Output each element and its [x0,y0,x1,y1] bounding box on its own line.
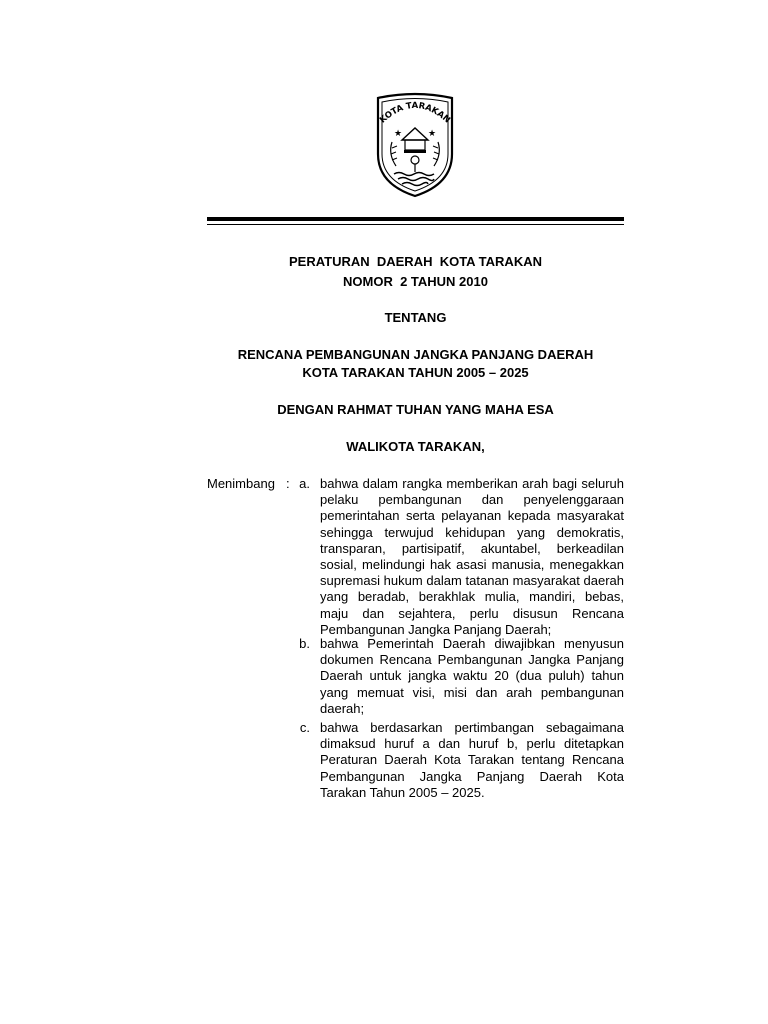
item-letter-c: c. [299,720,310,735]
header-rule-thick [207,217,624,221]
header-rule-thin [207,224,624,225]
subject-title-line1: RENCANA PEMBANGUNAN JANGKA PANJANG DAERAH [237,347,594,362]
kota-tarakan-emblem-icon [372,92,458,200]
regulation-number: NOMOR 2 TAHUN 2010 [343,274,488,289]
tentang-heading: TENTANG [384,310,447,325]
walikota-line: WALIKOTA TARAKAN, [346,439,485,454]
menimbang-label: Menimbang [207,476,275,491]
consideration-item-b: bahwa Pemerintah Daerah diwajibkan menyusun dokumen Rencana Pembangunan Jangka Panjang Daerah untuk jangka waktu 20 (dua puluh) tahun yang memuat visi, misi dan arah pembangunan daerah; [320,636,624,716]
subject-title-line2: KOTA TARAKAN TAHUN 2005 – 2025 [302,365,529,380]
item-letter-b: b. [299,636,310,651]
invocation-line: DENGAN RAHMAT TUHAN YANG MAHA ESA [277,402,554,417]
consideration-item-a: bahwa dalam rangka memberikan arah bagi seluruh pelaku pembangunan dan penyelenggaraan pemerintahan serta pelayanan kepada masyarakat sehingga terwujud kehidupan yang demokratis, transparan, partisipatif, akuntabel, berkeadilan sosial, melindungi hak asasi manusia, menegakkan supremasi hukum dalam tatanan masyarakat daerah yang beradab, berakhlak mulia, mandiri, bebas, maju dan sejahtera, perlu disusun Rencana Pembangunan Jangka Panjang Daerah; [320,476,624,637]
item-letter-a: a. [299,476,310,491]
menimbang-colon: : [286,476,290,491]
consideration-item-c: bahwa berdasarkan pertimbangan sebagaimana dimaksud huruf a dan huruf b, perlu ditetapkan Peraturan Daerah Kota Tarakan tentang Rencana Pembangunan Jangka Panjang Daerah Kota Tarakan Tahun 2005 – 2025. [320,720,624,800]
svg-text:KOTA TARAKAN: KOTA TARAKAN [377,100,452,126]
regulation-title-line1: PERATURAN DAERAH KOTA TARAKAN [288,254,542,269]
svg-text:★: ★ [394,129,403,139]
svg-text:★: ★ [428,129,437,139]
